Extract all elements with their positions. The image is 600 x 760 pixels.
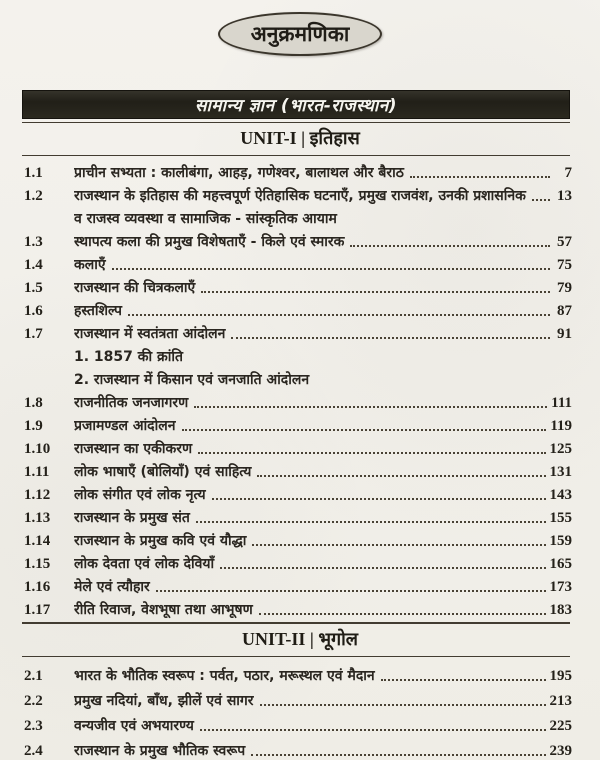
dot-leader xyxy=(198,452,545,454)
subject-banner xyxy=(22,90,570,119)
entry-title: राजस्थान के प्रमुख कवि एवं यौद्धा xyxy=(74,533,247,549)
entry-number: 1.2 xyxy=(24,188,43,204)
table-row xyxy=(24,251,572,274)
entry-number: 2.3 xyxy=(24,718,43,734)
table-row xyxy=(24,389,572,412)
dot-leader xyxy=(200,729,546,731)
dot-leader xyxy=(532,199,550,201)
table-row-continuation xyxy=(24,205,572,228)
entry-title: राजस्थान के इतिहास की महत्त्वपूर्ण ऐतिहासिक घटनाएँ, प्रमुख राजवंश, उनकी प्रशासनिक xyxy=(74,188,526,204)
dot-leader xyxy=(381,679,546,681)
table-row xyxy=(24,159,572,182)
table-row xyxy=(24,320,572,343)
dot-leader xyxy=(257,475,545,477)
entry-page: 91 xyxy=(557,326,572,342)
dot-leader xyxy=(350,245,550,247)
unit-1-heading: UNIT-I | इतिहास xyxy=(240,128,360,148)
entry-page: 13 xyxy=(557,188,572,204)
entry-number: 1.6 xyxy=(24,303,43,319)
dot-leader xyxy=(112,268,550,270)
table-row xyxy=(24,435,572,458)
toc-badge-wrap xyxy=(0,0,600,56)
entry-number: 1.14 xyxy=(24,533,51,549)
entry-page: 57 xyxy=(557,234,572,250)
entry-title: प्रजामण्डल आंदोलन xyxy=(74,418,176,434)
entry-page: 155 xyxy=(549,510,572,526)
entry-title: वन्यजीव एवं अभयारण्य xyxy=(74,718,194,734)
entry-page: 165 xyxy=(549,556,572,572)
entry-title: रीति रिवाज, वेशभूषा तथा आभूषण xyxy=(74,602,253,618)
toc-badge xyxy=(218,12,382,56)
table-row xyxy=(24,182,572,205)
entry-number: 1.7 xyxy=(24,326,43,342)
entry-number: 1.13 xyxy=(24,510,51,526)
dot-leader xyxy=(182,429,547,431)
table-row xyxy=(24,573,572,596)
entry-title: मेले एवं त्यौहार xyxy=(74,579,150,595)
entry-number: 1.3 xyxy=(24,234,43,250)
subject-banner-text: सामान्य ज्ञान (भारत-राजस्थान) xyxy=(195,96,397,116)
table-row xyxy=(24,735,572,760)
entry-number: 2.2 xyxy=(24,693,43,709)
entry-title: हस्तशिल्प xyxy=(74,303,122,319)
entry-page: 79 xyxy=(557,280,572,296)
entry-title: प्रमुख नदियां, बाँध, झीलें एवं सागर xyxy=(74,693,254,709)
entry-title: लोक देवता एवं लोक देवियाँ xyxy=(74,556,215,572)
entry-page: 173 xyxy=(549,579,572,595)
entry-number: 1.12 xyxy=(24,487,51,503)
table-row xyxy=(24,412,572,435)
entry-title: राजस्थान के प्रमुख संत xyxy=(74,510,190,526)
table-row xyxy=(24,596,572,619)
entry-number: 1.4 xyxy=(24,257,43,273)
entry-page: 213 xyxy=(549,693,572,709)
table-row xyxy=(24,527,572,550)
entry-title: राजस्थान में स्वतंत्रता आंदोलन xyxy=(74,326,226,342)
toc-title: अनुक्रमणिका xyxy=(250,22,350,46)
entry-title: कलाएँ xyxy=(74,257,106,273)
table-row xyxy=(24,550,572,573)
table-row-continuation xyxy=(24,366,572,389)
entry-title: राजस्थान का एकीकरण xyxy=(74,441,193,457)
entry-title: राजस्थान की चित्रकलाएँ xyxy=(74,280,196,296)
entry-title: लोक भाषाएँ (बोलियाँ) एवं साहित्य xyxy=(74,464,252,480)
entry-number: 1.16 xyxy=(24,579,51,595)
entry-page: 239 xyxy=(549,743,572,759)
entry-title: लोक संगीत एवं लोक नृत्य xyxy=(74,487,206,503)
entry-title: 1. 1857 की क्रांति xyxy=(74,349,184,365)
table-row xyxy=(24,660,572,685)
entry-number: 1.5 xyxy=(24,280,43,296)
table-row xyxy=(24,297,572,320)
table-row-continuation xyxy=(24,343,572,366)
entry-number: 2.1 xyxy=(24,668,43,684)
entry-title: स्थापत्य कला की प्रमुख विशेषताएँ - किले एवं स्मारक xyxy=(74,234,345,250)
dot-leader xyxy=(220,567,545,569)
entry-number: 1.11 xyxy=(24,464,50,480)
entry-page: 87 xyxy=(557,303,572,319)
divider xyxy=(22,155,570,156)
table-row xyxy=(24,481,572,504)
entry-page: 225 xyxy=(549,718,572,734)
dot-leader xyxy=(251,754,545,756)
entry-number: 1.8 xyxy=(24,395,43,411)
entry-number: 1.10 xyxy=(24,441,51,457)
dot-leader xyxy=(260,704,546,706)
entry-title: व राजस्व व्यवस्था व सामाजिक - सांस्कृतिक आयाम xyxy=(74,211,337,227)
entry-title: 2. राजस्थान में किसान एवं जनजाति आंदोलन xyxy=(74,372,310,388)
entry-number: 1.9 xyxy=(24,418,43,434)
entry-page: 159 xyxy=(549,533,572,549)
dot-leader xyxy=(194,406,547,408)
entry-title: राजस्थान के प्रमुख भौतिक स्वरूप xyxy=(74,743,246,759)
table-row xyxy=(24,228,572,251)
entry-page: 119 xyxy=(550,418,572,434)
dot-leader xyxy=(252,544,545,546)
entry-number: 1.17 xyxy=(24,602,51,618)
entry-title: राजनीतिक जनजागरण xyxy=(74,395,189,411)
dot-leader xyxy=(212,498,546,500)
divider xyxy=(22,656,570,657)
unit-2-heading: UNIT-II | भूगोल xyxy=(242,629,358,649)
entry-page: 7 xyxy=(564,165,572,181)
dot-leader xyxy=(156,590,546,592)
dot-leader xyxy=(410,176,550,178)
dot-leader xyxy=(196,521,546,523)
entry-page: 125 xyxy=(549,441,572,457)
entry-number: 1.1 xyxy=(24,165,43,181)
entry-page: 131 xyxy=(549,464,572,480)
unit-1-entries xyxy=(24,159,572,619)
table-row xyxy=(24,710,572,735)
entry-page: 183 xyxy=(549,602,572,618)
dot-leader xyxy=(201,291,550,293)
entry-number: 1.15 xyxy=(24,556,51,572)
dot-leader xyxy=(231,337,550,339)
table-row xyxy=(24,504,572,527)
entry-title: प्राचीन सभ्यता : कालीबंगा, आहड़, गणेश्वर, बालाथल और बैराठ xyxy=(74,165,404,181)
table-row xyxy=(24,685,572,710)
entry-number: 2.4 xyxy=(24,743,43,759)
entry-page: 111 xyxy=(551,395,572,411)
table-row xyxy=(24,458,572,481)
entry-page: 75 xyxy=(557,257,572,273)
entry-page: 143 xyxy=(549,487,572,503)
dot-leader xyxy=(259,613,546,615)
table-row xyxy=(24,274,572,297)
dot-leader xyxy=(128,314,550,316)
entry-title: भारत के भौतिक स्वरूप : पर्वत, पठार, मरूस्थल एवं मैदान xyxy=(74,668,375,684)
unit-2-entries xyxy=(24,660,572,760)
entry-page: 195 xyxy=(549,668,572,684)
